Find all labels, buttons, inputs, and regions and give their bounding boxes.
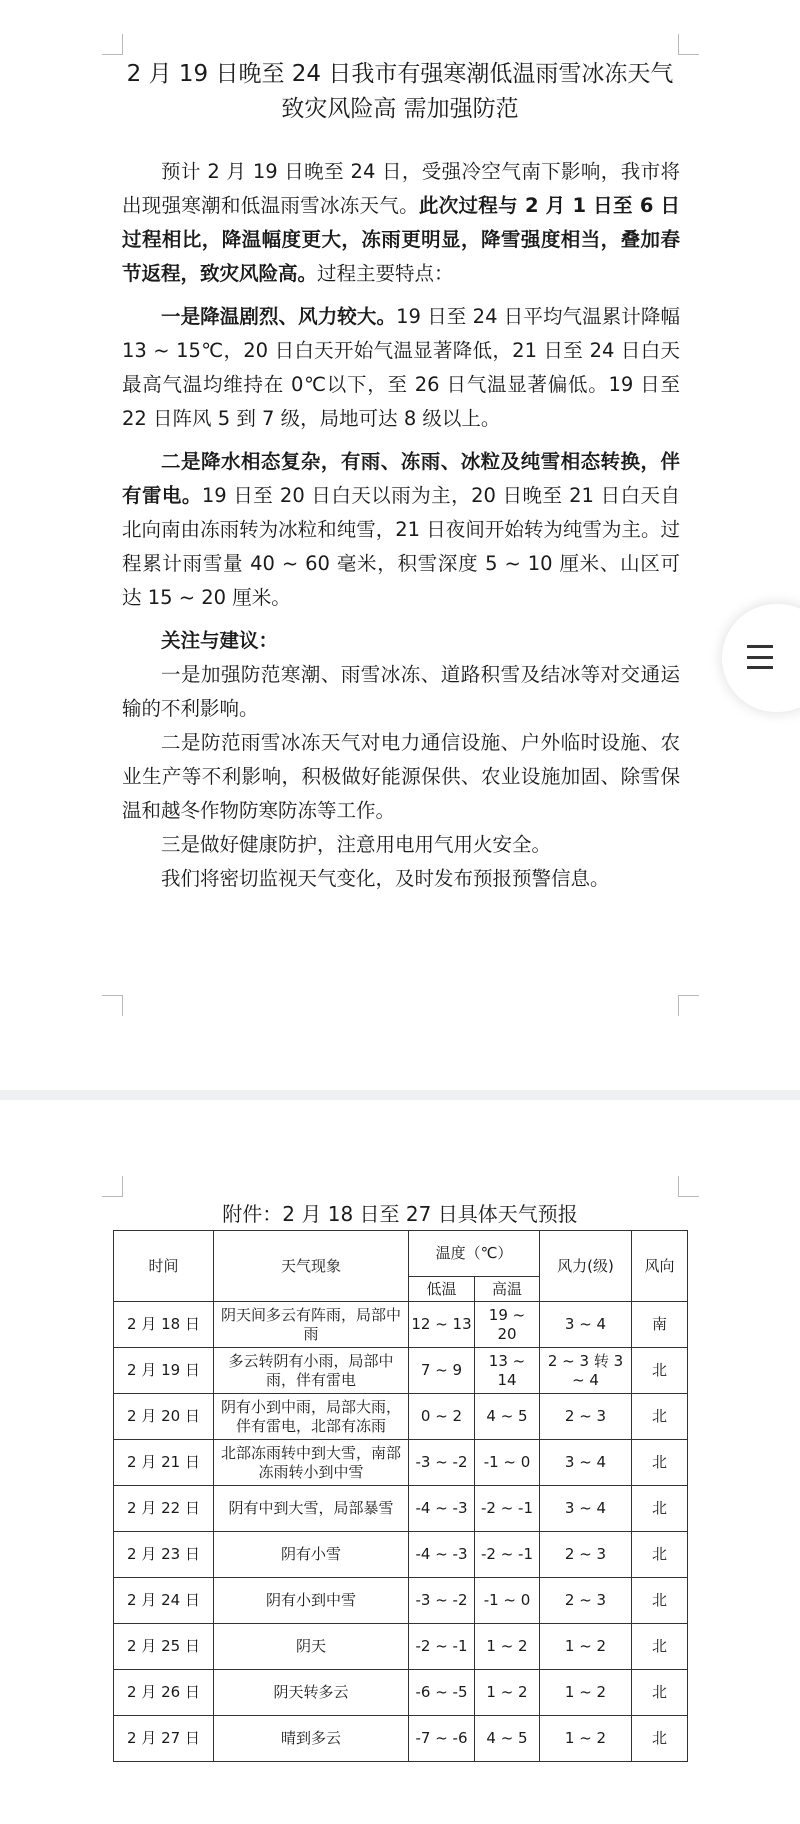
forecast-table	[113, 1230, 688, 1762]
header-low-temp: 低温	[409, 1277, 475, 1302]
cell-high: 13 ~ 14	[475, 1348, 540, 1394]
cell-date: 2 月 26 日	[114, 1670, 214, 1716]
header-wind-direction: 风向	[632, 1231, 688, 1302]
point-2-text: 19 日至 20 日白天以雨为主，20 日晚至 21 日白天自北向南由冻雨转为冰粒和纯雪，21 日夜间开始转为纯雪为主。过程累计雨雪量 40 ~ 60 毫米，积雪深度 5 ~ 10 厘米、山区可达 15 ~ 20 厘米。	[122, 484, 680, 609]
title-line-1: 2 月 19 日晚至 24 日我市有强寒潮低温雨雪冰冻天气	[126, 61, 674, 87]
cell-wind-force: 3 ~ 4	[540, 1440, 632, 1486]
cell-weather: 多云转阴有小雨，局部中雨，伴有雷电	[214, 1348, 409, 1394]
table-row	[114, 1532, 688, 1578]
cell-wind-force: 2 ~ 3	[540, 1394, 632, 1440]
cell-weather: 阴有小到中雪	[214, 1578, 409, 1624]
cell-wind-force: 2 ~ 3 转 3 ~ 4	[540, 1348, 632, 1394]
cell-high: -1 ~ 0	[475, 1440, 540, 1486]
table-row	[114, 1578, 688, 1624]
cell-date: 2 月 18 日	[114, 1302, 214, 1348]
table-row	[114, 1486, 688, 1532]
cell-wind-force: 2 ~ 3	[540, 1532, 632, 1578]
header-high-temp: 高温	[475, 1277, 540, 1302]
cell-low: 0 ~ 2	[409, 1394, 475, 1440]
cell-high: -1 ~ 0	[475, 1578, 540, 1624]
cell-low: -7 ~ -6	[409, 1716, 475, 1762]
annex-title: 附件：2 月 18 日至 27 日具体天气预报	[222, 1202, 578, 1226]
cell-wind-dir: 北	[632, 1394, 688, 1440]
cell-date: 2 月 21 日	[114, 1440, 214, 1486]
table-row	[114, 1302, 688, 1348]
advice-3: 三是做好健康防护，注意用电用气用火安全。	[161, 833, 552, 856]
hamburger-menu-icon	[747, 645, 773, 669]
page-corner-mark	[102, 1176, 123, 1197]
point-2-paragraph	[122, 445, 680, 615]
advice-2: 二是防范雨雪冰冻天气对电力通信设施、户外临时设施、农业生产等不利影响，积极做好能源保供、农业设施加固、除雪保温和越冬作物防寒防冻等工作。	[122, 731, 680, 822]
cell-weather: 阴有小雪	[214, 1532, 409, 1578]
cell-low: -4 ~ -3	[409, 1486, 475, 1532]
cell-wind-dir: 北	[632, 1486, 688, 1532]
cell-date: 2 月 24 日	[114, 1578, 214, 1624]
cell-date: 2 月 25 日	[114, 1624, 214, 1670]
cell-high: 4 ~ 5	[475, 1394, 540, 1440]
table-row	[114, 1348, 688, 1394]
header-time: 时间	[114, 1231, 214, 1302]
page-corner-mark	[678, 1176, 699, 1197]
table-row	[114, 1716, 688, 1762]
cell-high: -2 ~ -1	[475, 1532, 540, 1578]
cell-wind-force: 1 ~ 2	[540, 1716, 632, 1762]
cell-wind-force: 1 ~ 2	[540, 1670, 632, 1716]
cell-weather: 晴到多云	[214, 1716, 409, 1762]
document-page-2	[0, 1100, 800, 1824]
cell-date: 2 月 23 日	[114, 1532, 214, 1578]
closing-statement: 我们将密切监视天气变化，及时发布预报预警信息。	[161, 867, 610, 890]
page-corner-mark	[102, 34, 123, 55]
title-line-2: 致灾风险高 需加强防范	[281, 96, 519, 122]
intro-tail: 过程主要特点：	[317, 262, 454, 285]
cell-low: -3 ~ -2	[409, 1578, 475, 1624]
advice-1: 一是加强防范寒潮、雨雪冰冻、道路积雪及结冰等对交通运输的不利影响。	[122, 663, 680, 720]
cell-high: 1 ~ 2	[475, 1670, 540, 1716]
cell-high: 19 ~ 20	[475, 1302, 540, 1348]
cell-low: -3 ~ -2	[409, 1440, 475, 1486]
page-corner-mark	[102, 995, 123, 1016]
point-1-heading: 一是降温剧烈、风力较大。	[161, 305, 397, 328]
advice-heading-paragraph	[122, 624, 680, 658]
cell-date: 2 月 22 日	[114, 1486, 214, 1532]
cell-weather: 阴天间多云有阵雨，局部中雨	[214, 1302, 409, 1348]
cell-date: 2 月 19 日	[114, 1348, 214, 1394]
point-1-paragraph	[122, 300, 680, 436]
point-1-text: 19 日至 24 日平均气温累计降幅 13 ~ 15℃，20 日白天开始气温显著降低，21 日至 24 日白天最高气温均维持在 0℃以下，至 26 日气温显著偏低。19 日至 22 日阵风 5 到 7 级，局地可达 8 级以上。	[122, 305, 680, 430]
cell-high: 4 ~ 5	[475, 1716, 540, 1762]
article-title	[110, 57, 690, 127]
table-row	[114, 1670, 688, 1716]
cell-weather: 阴天转多云	[214, 1670, 409, 1716]
cell-wind-dir: 北	[632, 1532, 688, 1578]
cell-wind-dir: 北	[632, 1624, 688, 1670]
cell-wind-dir: 北	[632, 1716, 688, 1762]
cell-wind-force: 3 ~ 4	[540, 1486, 632, 1532]
header-wind-force: 风力(级)	[540, 1231, 632, 1302]
cell-high: -2 ~ -1	[475, 1486, 540, 1532]
intro-paragraph	[122, 155, 680, 291]
cell-wind-dir: 北	[632, 1578, 688, 1624]
advice-heading: 关注与建议：	[161, 629, 279, 652]
cell-low: -2 ~ -1	[409, 1624, 475, 1670]
cell-wind-dir: 北	[632, 1440, 688, 1486]
page-separator	[0, 1090, 800, 1100]
table-row	[114, 1394, 688, 1440]
cell-low: -4 ~ -3	[409, 1532, 475, 1578]
cell-wind-force: 1 ~ 2	[540, 1624, 632, 1670]
cell-date: 2 月 27 日	[114, 1716, 214, 1762]
cell-weather: 阴有中到大雪，局部暴雪	[214, 1486, 409, 1532]
cell-wind-force: 2 ~ 3	[540, 1578, 632, 1624]
intro-text: 预计 2 月 19 日晚至 24 日，受强冷空气南下影响，我市将出现强寒潮和低温雨雪冰冻天气。	[122, 160, 680, 217]
article-body	[122, 155, 680, 896]
page-corner-mark	[678, 34, 699, 55]
cell-wind-dir: 北	[632, 1348, 688, 1394]
cell-weather: 阴有小到中雨，局部大雨，伴有雷电，北部有冻雨	[214, 1394, 409, 1440]
page-corner-mark	[678, 995, 699, 1016]
cell-weather: 北部冻雨转中到大雪，南部冻雨转小到中雪	[214, 1440, 409, 1486]
table-row	[114, 1624, 688, 1670]
cell-wind-dir: 南	[632, 1302, 688, 1348]
point-2-heading: 二是降水相态复杂，有雨、冻雨、冰粒及纯雪相态转换，伴有雷电。	[122, 450, 680, 507]
cell-low: 7 ~ 9	[409, 1348, 475, 1394]
cell-wind-dir: 北	[632, 1670, 688, 1716]
cell-high: 1 ~ 2	[475, 1624, 540, 1670]
cell-low: 12 ~ 13	[409, 1302, 475, 1348]
cell-date: 2 月 20 日	[114, 1394, 214, 1440]
cell-low: -6 ~ -5	[409, 1670, 475, 1716]
header-phenomenon: 天气现象	[214, 1231, 409, 1302]
intro-emphasis: 此次过程与 2 月 1 日至 6 日过程相比，降温幅度更大，冻雨更明显，降雪强度相当，叠加春节返程，致灾风险高。	[122, 194, 680, 285]
cell-wind-force: 3 ~ 4	[540, 1302, 632, 1348]
header-temperature: 温度（℃）	[409, 1231, 540, 1277]
table-row	[114, 1440, 688, 1486]
cell-weather: 阴天	[214, 1624, 409, 1670]
